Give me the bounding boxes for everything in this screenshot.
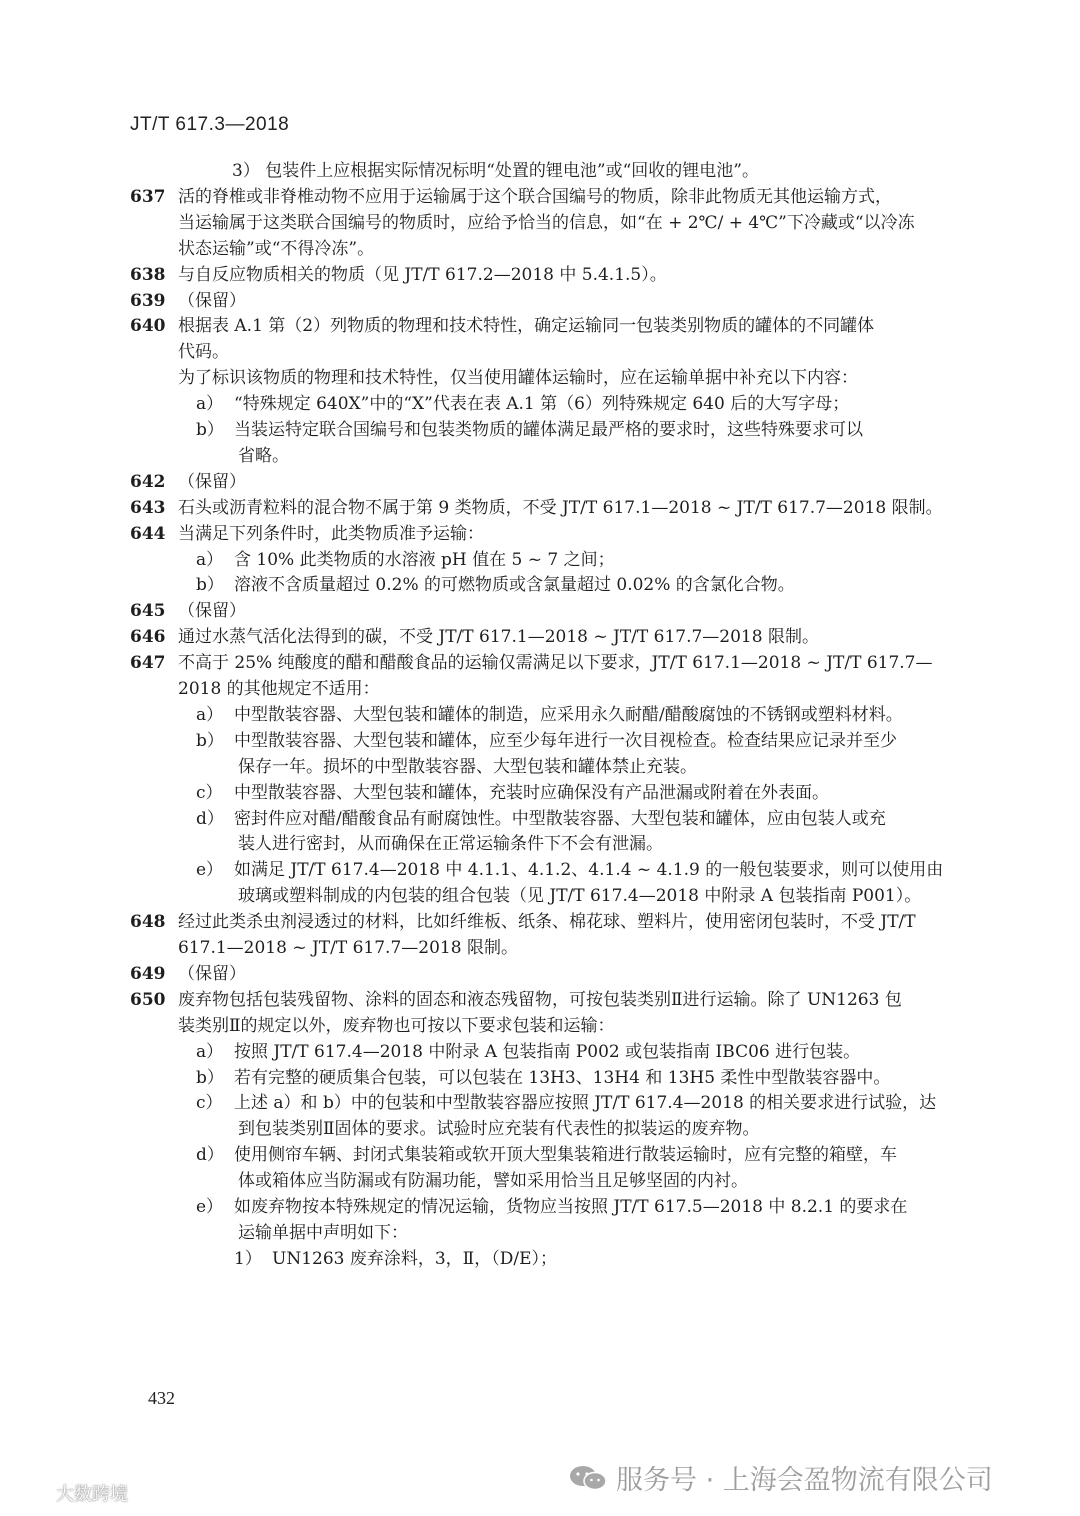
special-provision-number: 649 — [130, 963, 166, 984]
list-item-label: e） — [196, 1197, 224, 1217]
continuation-text: 运输单据中声明如下： — [238, 1222, 408, 1243]
continuation-text: 到包装类别Ⅱ固体的要求。试验时应充装有代表性的拟装运的废弃物。 — [238, 1119, 760, 1140]
special-provision-number: 646 — [130, 627, 166, 648]
provision-text: 不高于 25% 纯酸度的醋和醋酸食品的运输仅需满足以下要求，JT/T 617.1—2018 ~ JT/T 617.7— — [178, 653, 933, 674]
list-item-text: 中型散装容器、大型包装和罐体的制造，应采用永久耐醋/醋酸腐蚀的不锈钢或塑料材料。 — [234, 704, 903, 725]
list-item-label: e） — [196, 860, 224, 881]
watermark-service-account — [568, 1458, 993, 1497]
list-item-label: b） — [196, 420, 224, 440]
watermark-brand-text: 大数跨境 — [56, 1484, 128, 1505]
list-item-label: 1） — [234, 1248, 262, 1269]
special-provision-number: 644 — [130, 523, 166, 544]
provision-text: 活的脊椎或非脊椎动物不应用于运输属于这个联合国编号的物质，除非此物质无其他运输方式， — [178, 186, 892, 207]
special-provision-number: 647 — [130, 653, 166, 674]
list-item-label: a） — [196, 1041, 224, 1062]
list-item-text: 中型散装容器、大型包装和罐体，应至少每年进行一次目视检查。检查结果应记录并至少 — [234, 730, 897, 751]
document-standard-code: JT/T 617.3—2018 — [130, 114, 290, 135]
list-item-text: 使用侧帘车辆、封闭式集装箱或软开顶大型集装箱进行散装运输时，应有完整的箱壁，车 — [234, 1145, 897, 1166]
list-item-text: 密封件应对醋/醋酸食品有耐腐蚀性。中型散装容器、大型包装和罐体，应由包装人或充 — [234, 808, 886, 829]
list-item-label: b） — [196, 1067, 224, 1088]
watermark-brand — [12, 1480, 128, 1506]
continuation-text: 为了标识该物质的物理和技术特性，仅当使用罐体运输时，应在运输单据中补充以下内容： — [178, 368, 858, 389]
special-provision-number: 640 — [130, 316, 166, 337]
provision-text: （保留） — [178, 601, 246, 622]
special-provision-number: 637 — [130, 186, 166, 207]
continuation-text: 省略。 — [238, 445, 289, 466]
provision-text: （保留） — [178, 290, 246, 311]
page-number: 432 — [148, 1388, 175, 1408]
provision-text: 石头或沥青粒料的混合物不属于第 9 类物质，不受 JT/T 617.1—2018 ~ JT/T 617.7—2018 限制。 — [178, 497, 943, 518]
continuation-text: 2018 的其他规定不适用： — [178, 679, 380, 699]
provision-text: 根据表 A.1 第（2）列物质的物理和技术特性，确定运输同一包装类别物质的罐体的不同罐体 — [178, 316, 875, 337]
special-provision-number: 650 — [130, 989, 166, 1010]
continuation-text: 装类别Ⅱ的规定以外，废弃物也可按以下要求包装和运输： — [178, 1015, 615, 1036]
list-item-text: “特殊规定 640X”中的“X”代表在表 A.1 第（6）列特殊规定 640 后的大写字母； — [234, 394, 850, 415]
list-item-text: 若有完整的硬质集合包装，可以包装在 13H3、13H4 和 13H5 柔性中型散装容器中。 — [234, 1067, 891, 1088]
weibo-logo-icon — [12, 1482, 52, 1504]
list-item-label: b） — [196, 575, 224, 596]
list-item-label: d） — [196, 1145, 224, 1166]
provision-text: 与自反应物质相关的物质（见 JT/T 617.2—2018 中 5.4.1.5）。 — [178, 264, 667, 285]
provision-text: 通过水蒸气活化法得到的碳，不受 JT/T 617.1—2018 ~ JT/T 617.7—2018 限制。 — [178, 627, 819, 648]
list-item-text: 溶液不含质量超过 0.2% 的可燃物质或含氯量超过 0.02% 的含氯化合物。 — [234, 575, 795, 596]
watermark-service-account-text: 服务号 · 上海会盈物流有限公司 — [616, 1465, 993, 1496]
special-provision-number: 639 — [130, 290, 166, 311]
continuation-text: 体或箱体应当防漏或有防漏功能，譬如采用恰当且足够坚固的内衬。 — [238, 1171, 748, 1192]
list-item-text: 中型散装容器、大型包装和罐体，充装时应确保没有产品泄漏或附着在外表面。 — [234, 782, 829, 803]
special-provision-number: 645 — [130, 601, 166, 622]
list-item-label: a） — [196, 549, 224, 570]
provision-text: 经过此类杀虫剂浸透过的材料，比如纤维板、纸条、棉花球、塑料片，使用密闭包装时，不受 JT/T — [178, 912, 916, 933]
list-item-label: c） — [196, 1093, 223, 1114]
special-provision-number: 638 — [130, 264, 166, 285]
special-provision-number: 648 — [130, 912, 166, 933]
special-provision-number: 642 — [130, 471, 166, 492]
list-item-label: a） — [196, 704, 224, 725]
list-item-text: 如满足 JT/T 617.4—2018 中 4.1.1、4.1.2、4.1.4 ~ 4.1.9 的一般包装要求，则可以使用由 — [234, 860, 944, 881]
list-item-label: b） — [196, 730, 224, 751]
list-item-text: 按照 JT/T 617.4—2018 中附录 A 包装指南 P002 或包装指南 IBC06 进行包装。 — [234, 1041, 861, 1062]
wechat-icon — [568, 1464, 608, 1492]
provision-text: （保留） — [178, 471, 246, 492]
special-provision-number: 643 — [130, 497, 166, 518]
provision-text: 当满足下列条件时，此类物质准予运输： — [178, 523, 484, 544]
list-item-text: 当装运特定联合国编号和包装类物质的罐体满足最严格的要求时，这些特殊要求可以 — [234, 420, 863, 440]
list-item-label: c） — [196, 782, 223, 803]
list-item-label: d） — [196, 808, 224, 829]
provision-text: 废弃物包括包装残留物、涂料的固态和液态残留物，可按包装类别Ⅱ进行运输。除了 UN1263 包 — [178, 989, 902, 1010]
continuation-text: 状态运输”或“不得冷冻”。 — [178, 238, 375, 259]
continuation-text: 3） 包装件上应根据实际情况标明“处置的锂电池”或“回收的锂电池”。 — [232, 161, 759, 181]
continuation-text: 装人进行密封，从而确保在正常运输条件下不会有泄漏。 — [238, 834, 663, 855]
list-item-text: 上述 a）和 b）中的包装和中型散装容器应按照 JT/T 617.4—2018 的相关要求进行试验，达 — [234, 1093, 937, 1114]
list-item-label: a） — [196, 394, 224, 415]
continuation-text: 617.1—2018 ~ JT/T 617.7—2018 限制。 — [178, 938, 518, 958]
list-item-text: 如废弃物按本特殊规定的情况运输，货物应当按照 JT/T 617.5—2018 中 8.2.1 的要求在 — [234, 1197, 908, 1217]
provision-text: （保留） — [178, 963, 246, 984]
list-item-text: UN1263 废弃涂料，3，Ⅱ，（D/E）； — [272, 1248, 558, 1269]
continuation-text: 玻璃或塑料制成的内包装的组合包装（见 JT/T 617.4—2018 中附录 A 包装指南 P001）。 — [238, 886, 922, 907]
list-item-text: 含 10% 此类物质的水溶液 pH 值在 5 ~ 7 之间； — [234, 549, 615, 570]
continuation-text: 当运输属于这类联合国编号的物质时，应给予恰当的信息，如“在 + 2℃/ + 4℃”下冷藏或“以冷冻 — [178, 212, 915, 233]
continuation-text: 代码。 — [178, 342, 229, 363]
continuation-text: 保存一年。损坏的中型散装容器、大型包装和罐体禁止充装。 — [238, 756, 697, 777]
